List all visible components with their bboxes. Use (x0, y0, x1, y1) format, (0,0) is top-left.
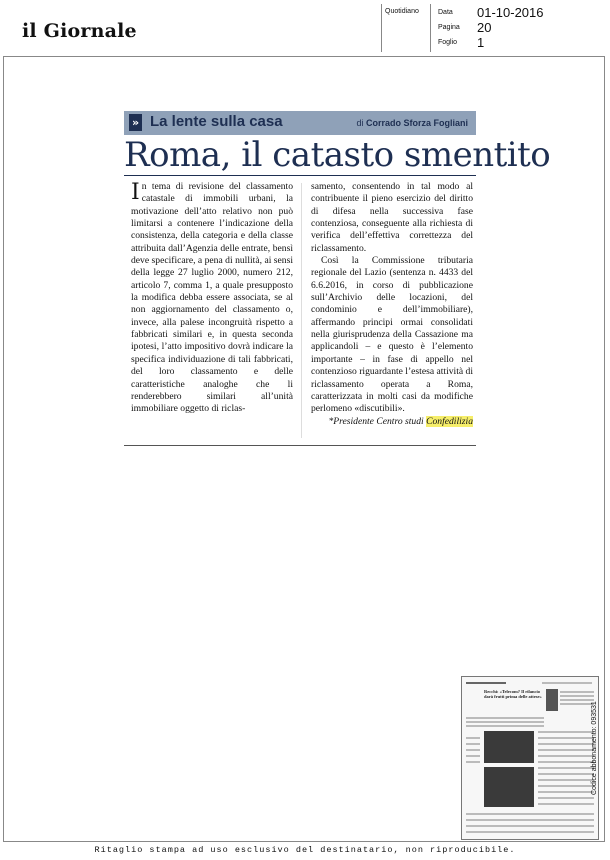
thumb-rule (466, 749, 480, 751)
thumb-rule (560, 695, 594, 697)
publication-type: Quotidiano (385, 8, 419, 15)
page-header (0, 0, 610, 55)
thumb-rule (538, 749, 594, 751)
newspaper-logo: il Giornale (22, 20, 137, 42)
thumb-rule (538, 803, 594, 805)
byline-prefix: di (356, 118, 364, 128)
thumb-rule (466, 682, 506, 684)
article-column-1 (131, 181, 293, 416)
sheet-value: 1 (477, 35, 485, 50)
thumb-photo (484, 767, 534, 807)
author-signature (311, 416, 473, 428)
thumb-rule (466, 761, 480, 763)
footer-disclaimer: Ritaglio stampa ad uso esclusivo del destinatario, non riproducibile. (94, 845, 516, 855)
column-2-paragraph: Così la Commissione tributaria regionale del Lazio (sentenza n. 4433 del 6.6.2016, in corso di pubblicazione sull’Archivio delle locazioni, del condominio e dell’immobiliare), affermando principi ormai consolidati nella giurisprudenza della Cassazione ma applicandoli – e questo è l’elemento importante – in fase di appello nel contenzioso riguardante l’estesa attività di riclassamento operata a Roma, caratterizzata in molti casi da modifiche perlomeno «discutibili». (311, 255, 473, 415)
thumb-rule (466, 813, 594, 815)
chevron-right-icon: » (129, 114, 142, 131)
page-thumbnail (461, 676, 599, 840)
thumbnail-headline: Recchi: «Telecom? Il rilancio darà frutti prima delle attese» (484, 689, 542, 699)
thumb-rule (538, 743, 594, 745)
drop-cap: I (131, 180, 140, 205)
thumb-rule (466, 755, 480, 757)
thumb-rule (466, 825, 594, 827)
thumb-rule (466, 737, 480, 739)
thumb-rule (538, 785, 594, 787)
thumb-rule (466, 721, 544, 723)
column-2-paragraph: samento, consentendo in tal modo al contribuente il pieno esercizio del diritto di difesa nella successiva fase contenziosa, conseguente alla richiesta di verifica dell’effettiva correttezza del riclassamento. (311, 181, 473, 254)
article-bottom-rule (124, 445, 476, 446)
page-label: Pagina (438, 24, 460, 31)
thumb-rule (466, 819, 594, 821)
header-divider (430, 4, 431, 52)
thumb-rule (560, 691, 594, 693)
headline-rule (124, 175, 476, 176)
header-divider (381, 4, 382, 52)
thumb-rule (560, 703, 594, 705)
page-value: 20 (477, 20, 492, 35)
article-column-2 (311, 181, 473, 428)
thumb-rule (466, 743, 480, 745)
thumb-photo (484, 731, 534, 763)
thumb-photo (546, 689, 558, 711)
thumb-rule (538, 755, 594, 757)
sheet-label: Foglio (438, 39, 458, 46)
date-label: Data (438, 9, 453, 16)
thumb-rule (538, 731, 594, 733)
thumb-rule (466, 831, 594, 833)
signature-title: *Presidente Centro studi (328, 415, 424, 427)
thumb-rule (560, 699, 594, 701)
thumb-rule (538, 767, 594, 769)
subscription-code: Codice abbonamento: 093531 (591, 701, 598, 795)
column-divider (301, 183, 302, 438)
date-value: 01-10-2016 (477, 5, 544, 20)
thumb-rule (542, 682, 592, 684)
thumb-rule (538, 737, 594, 739)
column-1-text: n tema di revisione del classamento catastale di immobili urbani, la motivazione dell’atto relativo non può limitarsi a contenere l’indicazione della consistenza, della categoria e della classe attribuita dall’Agenzia delle entrate, bensì deve specificare, a pena di nullità, ai sensi della legge 27 luglio 2000, numero 212, articolo 7, comma 1, a quale presupposto la modifica debba essere associata, se al non aggiornamento del classamento o, invece, alla palese incongruità rispetto a fabbricati similari e, in questa seconda ipotesi, l’atto impositivo dovrà indicare la specifica individuazione di tali fabbricati, del loro classamento e delle caratteristiche analoghe che li renderebbero similari all’unità immobiliare oggetto di riclas- (131, 181, 293, 415)
article-headline: Roma, il catasto smentito (124, 135, 551, 175)
author-name: Corrado Sforza Fogliani (365, 118, 468, 128)
thumb-rule (466, 725, 544, 727)
section-title: La lente sulla casa (150, 113, 283, 130)
thumb-rule (538, 779, 594, 781)
thumb-rule (538, 797, 594, 799)
section-band (124, 111, 476, 135)
thumb-rule (538, 773, 594, 775)
byline (356, 118, 468, 128)
thumb-rule (466, 717, 544, 719)
thumb-rule (538, 791, 594, 793)
thumb-rule (538, 761, 594, 763)
signature-org: Confedilizia (426, 415, 473, 427)
